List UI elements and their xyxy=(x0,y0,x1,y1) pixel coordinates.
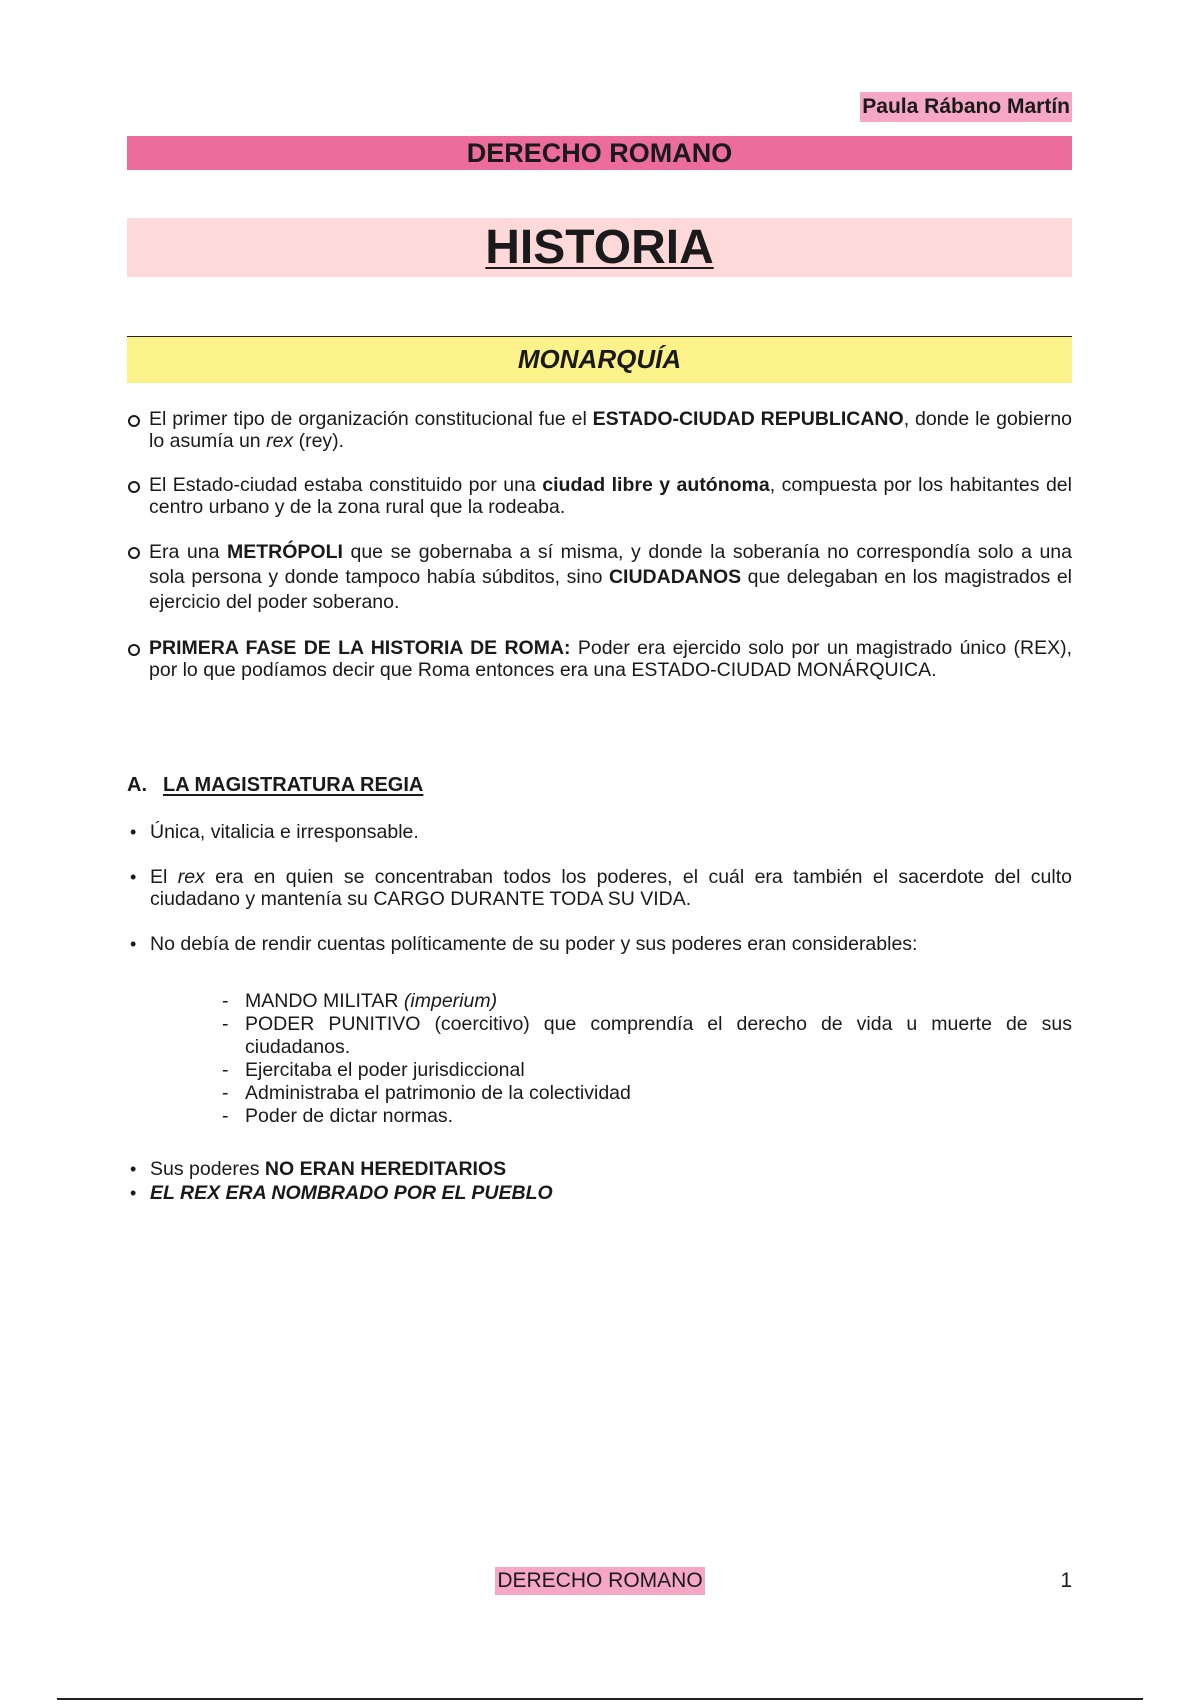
list-item: • Única, vitalicia e irresponsable. xyxy=(130,821,419,843)
bullet-dot-icon: • xyxy=(130,1183,137,1203)
bullet-dot-icon: • xyxy=(130,867,137,887)
powers-item: - Ejercitaba el poder jurisdiccional xyxy=(222,1059,525,1081)
list-item: • El rex era en quien se concentraban todos los poderes, el cuál era también el sacerdote del culto ciudadano y mantenía su CARGO DURANTE TODA SU VIDA. xyxy=(130,866,1072,910)
dash-icon: - xyxy=(222,1059,229,1081)
powers-item: - Administraba el patrimonio de la colectividad xyxy=(222,1082,631,1104)
intro-item: PRIMERA FASE DE LA HISTORIA DE ROMA: Poder era ejercido solo por un magistrado único (REX), por lo que podíamos decir que Roma entonces era una ESTADO-CIUDAD MONÁRQUICA. xyxy=(127,637,1072,681)
footer xyxy=(0,1567,1200,1595)
list-item: • No debía de rendir cuentas políticamente de su poder y sus poderes eran considerables: xyxy=(130,933,918,955)
title-bar xyxy=(127,218,1072,277)
final-bullet-list xyxy=(127,1157,1072,1205)
author-container xyxy=(127,92,1072,122)
subsection-heading xyxy=(127,774,423,797)
subsection-title: LA MAGISTRATURA REGIA xyxy=(163,774,424,796)
dash-icon: - xyxy=(222,990,229,1012)
powers-item: - PODER PUNITIVO (coercitivo) que comprendía el derecho de vida u muerte de sus ciudadanos. xyxy=(222,1013,1072,1058)
intro-list xyxy=(127,408,1072,703)
powers-list xyxy=(222,990,1072,1128)
footer-course: DERECHO ROMANO xyxy=(495,1567,704,1595)
bullet-dot-icon: • xyxy=(130,1159,137,1179)
section-heading-bar xyxy=(127,336,1072,383)
page-number: 1 xyxy=(1060,1569,1072,1592)
intro-item: El primer tipo de organización constitucional fue el ESTADO-CIUDAD REPUBLICANO, donde le gobierno lo asumía un rex (rey). xyxy=(127,408,1072,452)
intro-item: El Estado-ciudad estaba constituido por una ciudad libre y autónoma, compuesta por los habitantes del centro urbano y de la zona rural que la rodeaba. xyxy=(127,474,1072,518)
dash-icon: - xyxy=(222,1013,229,1035)
hollow-circle-icon xyxy=(128,644,140,656)
list-item: • EL REX ERA NOMBRADO POR EL PUEBLO xyxy=(130,1182,553,1204)
hollow-circle-icon xyxy=(128,415,140,427)
dash-icon: - xyxy=(222,1105,229,1127)
list-item: • Sus poderes NO ERAN HEREDITARIOS xyxy=(130,1158,507,1180)
hollow-circle-icon xyxy=(128,481,140,493)
subsection-letter: A. xyxy=(127,774,147,796)
hollow-circle-icon xyxy=(128,547,140,559)
powers-item: - MANDO MILITAR (imperium) xyxy=(222,990,498,1012)
powers-item: - Poder de dictar normas. xyxy=(222,1105,454,1127)
dash-icon: - xyxy=(222,1082,229,1104)
bullet-dot-icon: • xyxy=(130,822,137,842)
section-heading: MONARQUÍA xyxy=(517,344,682,374)
bullet-list xyxy=(127,821,1072,978)
page-title: HISTORIA xyxy=(485,221,714,274)
intro-item: Era una METRÓPOLI que se gobernaba a sí misma, y donde la soberanía no correspondía solo a una sola persona y donde tampoco había súbditos, sino CIUDADANOS que delegaban en los magistrados el ejercicio del poder soberano. xyxy=(127,540,1072,615)
author-name: Paula Rábano Martín xyxy=(860,92,1072,122)
bullet-dot-icon: • xyxy=(130,934,137,954)
course-header-bar: DERECHO ROMANO xyxy=(127,136,1072,170)
